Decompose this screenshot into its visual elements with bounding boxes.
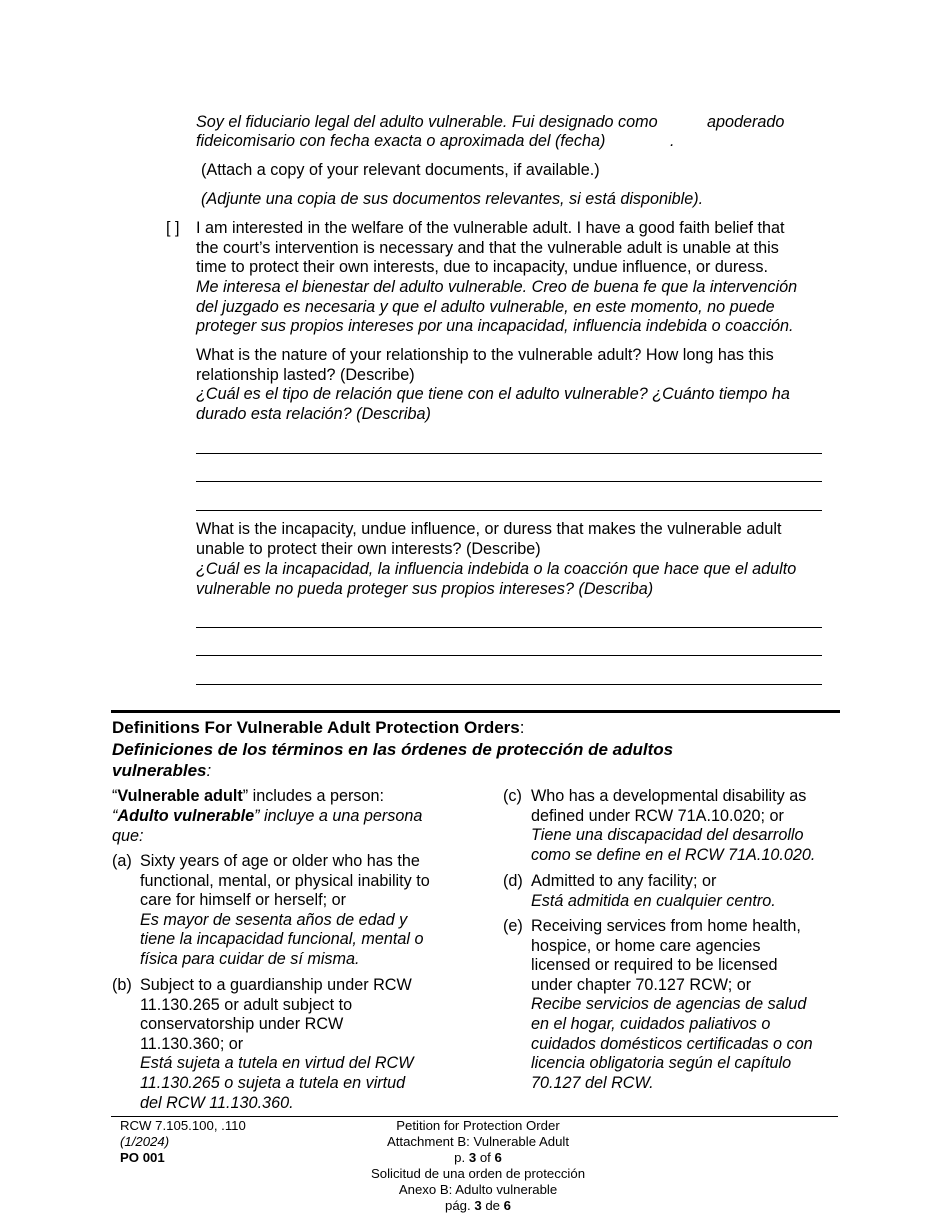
incapacity-question-es: ¿Cuál es la incapacidad, la influencia indebida o la coacción que hace que el adulto vulnerable no pueda proteger sus propios intereses? (Describa): [196, 560, 797, 598]
incapacity-answer-line-1[interactable]: [196, 627, 822, 628]
interest-statement-en: I am interested in the welfare of the vulnerable adult. I have a good faith belief that the court’s intervention is necessary and that the vulnerable adult is unable at this time to protect their own interests, due to incapacity, undue influence, or duress.: [196, 219, 785, 277]
footer-page-en: p. 3 of 6: [454, 1150, 502, 1165]
relationship-answer-line-1[interactable]: [196, 453, 822, 454]
incapacity-answer-line-3[interactable]: [196, 684, 822, 685]
footer-divider: [111, 1116, 838, 1117]
incapacity-answer-line-2[interactable]: [196, 655, 822, 656]
footer-title-es: Solicitud de una orden de protección: [370, 1166, 586, 1181]
footer-title-en: Petition for Protection Order: [396, 1118, 560, 1133]
footer-date: (1/2024): [120, 1134, 170, 1149]
fiduciary-line-2-tail: .: [670, 132, 675, 150]
footer-rcw: RCW 7.105.100, .110: [120, 1118, 246, 1133]
relationship-question-en: What is the nature of your relationship to the vulnerable adult? How long has this relationship lasted? (Describe): [196, 346, 774, 384]
relationship-answer-line-3[interactable]: [196, 510, 822, 511]
footer-form-number: PO 001: [120, 1150, 165, 1165]
vulnerable-adult-intro-es: “Adulto vulnerable” incluye a una persona que:: [112, 807, 423, 845]
attach-note-en: (Attach a copy of your relevant documents, if available.): [201, 161, 600, 179]
interest-statement-es: Me interesa el bienestar del adulto vulnerable. Creo de buena fe que la intervención del juzgado es necesaria y que el adulto vulnerable, en este momento, no puede proteger sus propios intereses por una incapacidad, influencia indebida o coacción.: [196, 278, 798, 336]
fiduciary-line-2: fideicomisario con fecha exacta o aproximada del (fecha): [196, 132, 606, 150]
footer-attachment-en: Attachment B: Vulnerable Adult: [386, 1134, 570, 1149]
incapacity-question-en: What is the incapacity, undue influence, or duress that makes the vulnerable adult unable to protect their own interests? (Describe): [196, 520, 782, 558]
footer-attachment-es: Anexo B: Adulto vulnerable: [398, 1182, 558, 1197]
relationship-answer-line-2[interactable]: [196, 481, 822, 482]
section-divider: [111, 710, 840, 713]
footer-page-es: pág. 3 de 6: [444, 1198, 512, 1213]
relationship-question-es: ¿Cuál es el tipo de relación que tiene con el adulto vulnerable? ¿Cuánto tiempo ha durado esta relación? (Describa): [196, 385, 790, 423]
footer-center: [328, 1118, 628, 1214]
attach-note-es: (Adjunte una copia de sus documentos relevantes, si está disponible).: [201, 190, 704, 208]
fiduciary-line-1: Soy el fiduciario legal del adulto vulnerable. Fui designado como: [196, 113, 658, 131]
vulnerable-adult-intro-en: “Vulnerable adult” includes a person:: [112, 787, 384, 805]
footer-left: [120, 1118, 246, 1166]
definitions-title-es: Definiciones de los términos en las órdenes de protección de adultos vulnerables:: [112, 740, 674, 780]
fiduciary-line-1-tail: apoderado: [707, 113, 785, 131]
definitions-title-en: Definitions For Vulnerable Adult Protection Orders:: [112, 718, 525, 737]
interest-checkbox[interactable]: [ ]: [166, 219, 180, 237]
